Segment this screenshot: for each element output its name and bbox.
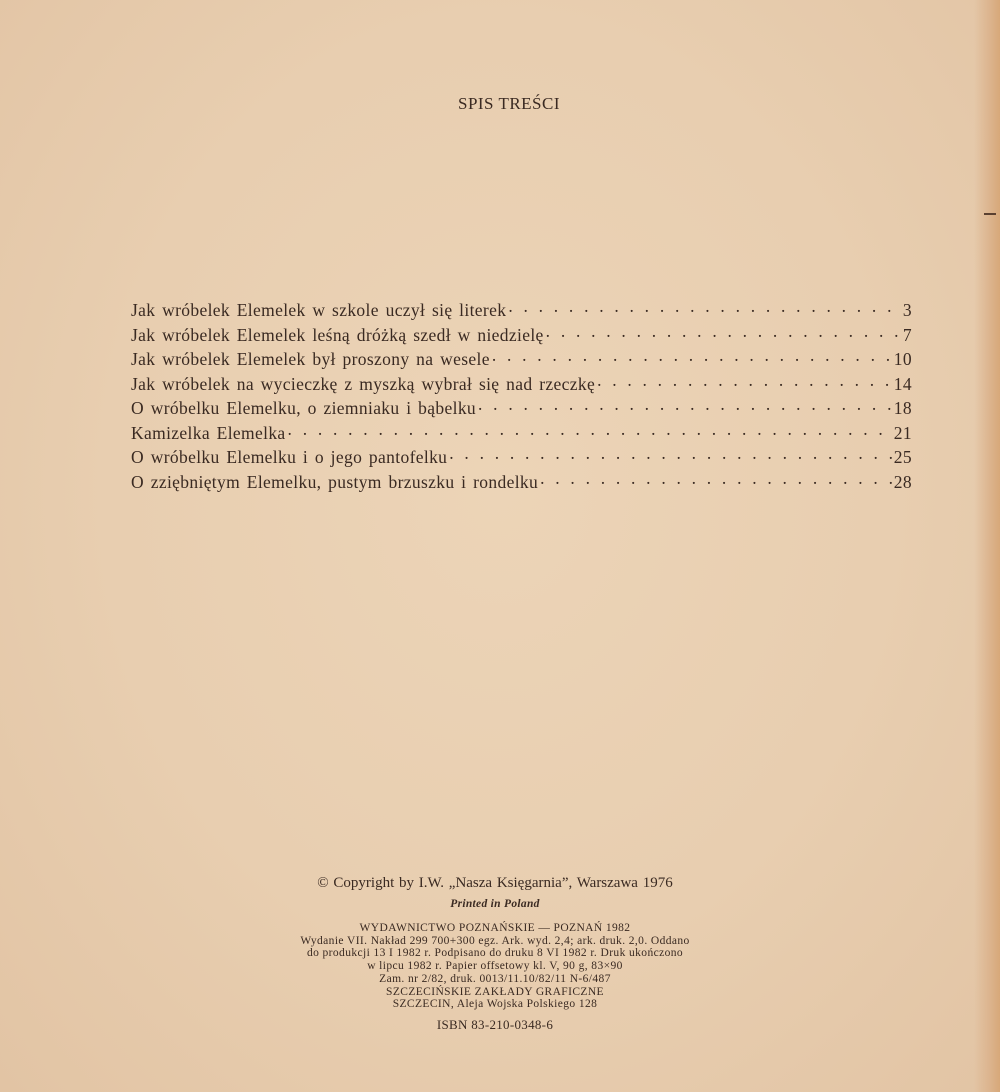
copyright-notice: © Copyright by I.W. „Nasza Księgarnia”, Warszawa 1976 — [317, 875, 673, 891]
toc-entry — [131, 445, 912, 470]
colophon-line: do produkcji 13 I 1982 r. Podpisano do druku 8 VI 1982 r. Druk ukończono — [306, 947, 684, 960]
toc-entry-title: O zziębniętym Elemelku, pustym brzuszku i rondelku — [131, 471, 539, 492]
isbn: ISBN 83-210-0348-6 — [436, 1017, 554, 1032]
toc-leader-dots — [449, 445, 892, 463]
toc-entry-title: O wróbelku Elemelku i o jego pantofelku — [131, 447, 448, 467]
toc-entry-page: 7 — [902, 324, 912, 345]
page-title: SPIS TREŚCI — [457, 94, 561, 113]
colophon-line: Wydanie VII. Nakład 299 700+300 egz. Ark. wyd. 2,4; ark. druk. 2,0. Oddano — [300, 934, 690, 947]
toc-entry-page: 25 — [893, 447, 912, 467]
colophon-line: WYDAWNICTWO POZNAŃSKIE — POZNAŃ 1982 — [359, 922, 631, 934]
toc-entry-title: Kamizelka Elemelka — [131, 422, 286, 443]
toc-entry — [131, 298, 912, 323]
colophon-line: w lipcu 1982 r. Papier offsetowy kl. V, 90 g, 83×90 — [367, 960, 623, 973]
toc-leader-dots — [492, 347, 892, 365]
colophon-line: Zam. nr 2/82, druk. 0013/11.10/82/11 N-6/487 — [379, 972, 611, 985]
printed-in-note: Printed in Poland — [450, 898, 540, 910]
toc-entry — [131, 347, 912, 372]
toc-entry-page: 28 — [893, 471, 912, 492]
toc-leader-dots — [597, 372, 892, 390]
toc-entry-page: 10 — [893, 349, 912, 369]
toc-entry-title: O wróbelku Elemelku, o ziemniaku i bąbelku — [131, 398, 477, 418]
colophon — [0, 922, 990, 1011]
toc-entry-page: 3 — [902, 300, 912, 320]
toc-leader-dots — [478, 396, 892, 414]
toc-entry — [131, 323, 912, 348]
toc-leader-dots — [540, 470, 892, 488]
toc-entry-title: Jak wróbelek Elemelek leśną dróżką szedł w niedzielę — [131, 324, 544, 345]
toc-leader-dots — [288, 421, 892, 439]
table-of-contents — [131, 298, 912, 494]
edge-mark — [984, 213, 996, 215]
toc-leader-dots — [546, 323, 901, 341]
toc-entry-page: 21 — [893, 422, 912, 443]
toc-entry-page: 18 — [893, 398, 912, 418]
toc-entry — [131, 396, 912, 421]
toc-entry-title: Jak wróbelek Elemelek w szkole uczył się literek — [131, 300, 507, 320]
colophon-line: SZCZECIŃSKIE ZAKŁADY GRAFICZNE — [386, 985, 604, 998]
toc-leader-dots — [508, 298, 901, 316]
toc-entry-page: 14 — [893, 373, 912, 394]
colophon-line: SZCZECIN, Aleja Wojska Polskiego 128 — [392, 998, 598, 1011]
toc-entry — [131, 372, 912, 397]
toc-entry — [131, 421, 912, 446]
toc-entry-title: Jak wróbelek Elemelek był proszony na wesele — [131, 349, 490, 369]
toc-entry-title: Jak wróbelek na wycieczkę z myszką wybrał się nad rzeczkę — [131, 373, 596, 394]
toc-entry — [131, 470, 912, 495]
